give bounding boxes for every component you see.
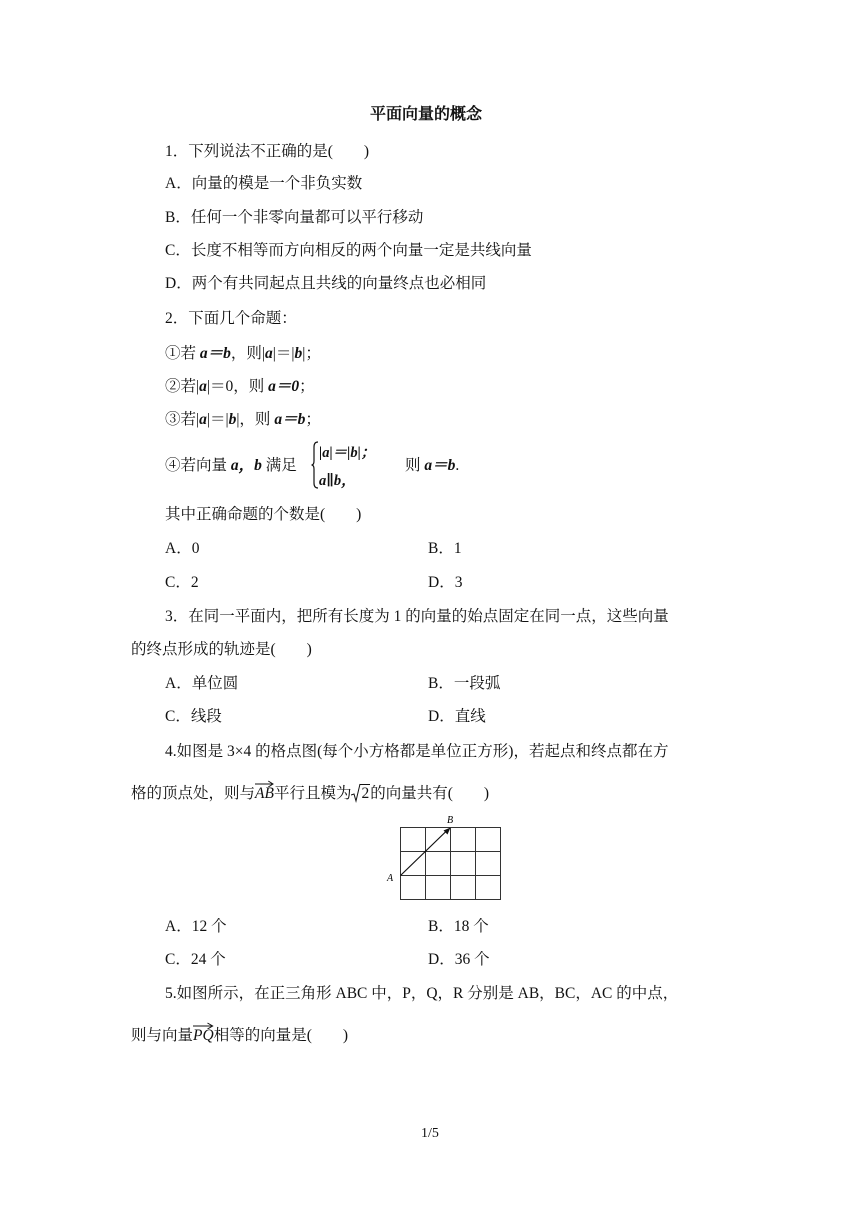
q2-proposition-2 [165,377,315,397]
p3-mid: |＝| [206,411,229,428]
p3-vec-b: b [228,411,237,428]
q1-stem: 1．下列说法不正确的是( ) [165,143,370,160]
q4-line-2-b: 平行且模为 [273,785,352,802]
vector-ab [255,784,274,804]
q2-ask: 其中正确命题的个数是( ) [165,506,362,523]
q2-option-a: A．0 [165,540,200,557]
q2-option-b: B．1 [428,540,462,557]
p3-result: a＝b [274,411,306,428]
p3-vec-a: a [199,411,207,428]
q5-line-1: 5.如图所示，在正三角形 ABC 中，P，Q，R 分别是 AB，BC，AC 的中点， [165,985,679,1002]
p1-vec-a: a [265,345,273,362]
p1-vec-b: b [294,345,303,362]
q3-option-c: C．线段 [165,708,222,725]
q3-line-1: 3．在同一平面内，把所有长度为 1 的向量的始点固定在同一点，这些向量 [165,608,669,625]
sqrt-expression [351,784,370,804]
point-a-label: A [387,873,394,884]
p2-vec-a: a [199,378,207,395]
q1-option-c: C．长度不相等而方向相反的两个向量一定是共线向量 [165,242,532,259]
q1-option-b: B．任何一个非零向量都可以平行移动 [165,209,424,226]
q4-option-c: C．24 个 [165,951,226,968]
p4-lead: ④若向量 [165,457,231,474]
p1-lead: ①若 [165,345,200,362]
q2-option-c: C．2 [165,574,199,591]
q4-option-d: D．36 个 [428,951,490,968]
vector-arrow-icon [255,779,274,787]
q4-line-1: 4.如图是 3×4 的格点图(每个小方格都是单位正方形)，若起点和终点都在方 [165,743,669,760]
vector-arrow-icon [193,1021,214,1029]
q1-option-a: A．向量的模是一个非负实数 [165,175,363,192]
q3-option-d: D．直线 [428,708,486,725]
q2-proposition-4 [165,456,297,476]
vector-pq [193,1026,214,1046]
p3-mid2: |，则 [236,411,275,428]
q2-option-d: D．3 [428,574,463,591]
p3-lead: ③若| [165,411,200,428]
q3-option-a: A．单位圆 [165,675,239,692]
arrow-shaft [401,830,449,876]
sqrt-icon [351,783,361,803]
p2-lead: ②若| [165,378,200,395]
p1-tail: |； [302,345,321,362]
vector-ab-label: AB [255,785,274,802]
sqrt-radicand: 2 [361,785,370,802]
q4-option-b: B．18 个 [428,918,489,935]
p4-tail: . [455,457,460,474]
page-number: 1/5 [421,1126,439,1141]
q2-proposition-3 [165,410,321,430]
p4-case-1: |a|＝|b|； [319,445,376,461]
p2-tail: ； [299,378,315,395]
q4-option-a: A．12 个 [165,918,227,935]
p4-then: 则 [405,457,425,474]
left-brace-icon [311,441,319,489]
q3-line-2: 的终点形成的轨迹是( ) [131,641,312,658]
q2-stem: 2．下面几个命题： [165,310,297,327]
p4-case-2: a∥b， [319,473,356,489]
q4-line-2 [131,784,489,804]
p1-condition: a＝b [199,345,231,362]
p1-mid: ，则| [230,345,266,362]
page-title: 平面向量的概念 [370,106,483,123]
p4-result: a＝b [424,457,456,474]
q3-option-b: B．一段弧 [428,675,501,692]
q4-line-2-a: 格的顶点处，则与 [131,785,256,802]
p4-mid: 满足 [261,457,297,474]
grid-figure [386,813,506,908]
grid-lines [401,828,501,900]
q5-line-2 [131,1026,348,1046]
p4-conclusion [405,456,459,476]
p3-tail: ； [305,411,321,428]
p2-mid: |＝0，则 [206,378,269,395]
q1-option-d: D．两个有共同起点且共线的向量终点也必相同 [165,275,487,292]
q5-line-2-a: 则与向量 [131,1027,194,1044]
vector-pq-label: PQ [193,1027,214,1044]
q2-proposition-1 [165,344,321,364]
point-b-label: B [447,815,454,826]
q4-line-2-c: 的向量共有( ) [370,785,490,802]
p1-eq: |＝| [272,345,295,362]
q5-line-2-b: 相等的向量是( ) [213,1027,349,1044]
p4-vectors: a，b [230,457,262,474]
p2-result: a＝0 [268,378,300,395]
